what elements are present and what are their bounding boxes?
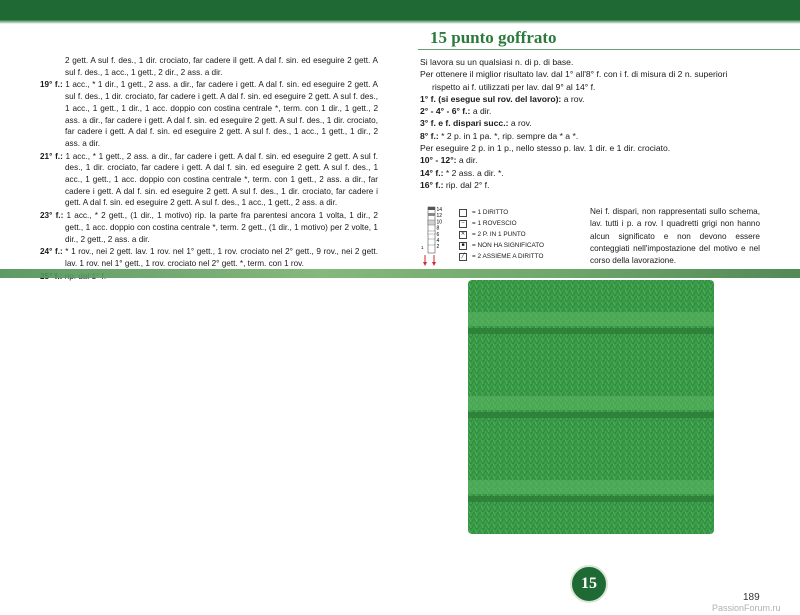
legend-label: = 2 ASSIEME A DIRITTO	[472, 253, 544, 261]
instruction-label: 16° f.:	[420, 179, 444, 190]
chart-row-number: 4	[436, 238, 440, 244]
legend-label: = 1 ROVESCIO	[472, 220, 517, 228]
instruction-text: * 2 p. in 1 pa. *, rip. sempre da * a *.	[441, 130, 579, 141]
instruction-text: 2 gett. A sul f. des., 1 dir. crociato, far cadere il gett. A dal f. sin. ed eseguire 2 gett. A sul f. des., 1 acc., 1 gett., 2 dir., 2 ass. a dir.	[65, 56, 378, 77]
knitted-swatch-photo	[462, 278, 720, 536]
chart-row-number: 14	[436, 207, 443, 213]
page-badge: 15	[570, 565, 608, 603]
left-instructions	[40, 55, 378, 283]
section-title: 15 punto goffrato	[430, 28, 557, 47]
top-bar-shadow	[0, 20, 800, 24]
legend-symbol: ■	[459, 242, 467, 250]
chart-row-number: 12	[436, 213, 443, 220]
instruction-label: 8° f.:	[420, 130, 439, 141]
chart-grid	[428, 207, 435, 253]
chart-row-numbers	[437, 207, 443, 250]
instruction-text: a dir.	[458, 155, 478, 166]
instruction-label: 23° f.:	[40, 211, 64, 221]
instruction-label: 2° - 4° - 6° f.:	[420, 106, 471, 117]
instruction-row	[420, 56, 766, 68]
chart-row-number: 10	[436, 219, 443, 226]
instruction-label: 1° f. (si esegue sul rov. del lavoro):	[420, 93, 562, 104]
chart-row-number: 1	[421, 245, 424, 250]
instruction-label: 21° f.:	[40, 151, 63, 161]
legend-item	[459, 218, 544, 229]
top-green-bar	[0, 0, 800, 20]
instruction-text: a dir.	[472, 106, 492, 117]
knitting-chart	[420, 205, 446, 267]
chart-row-number: 8	[436, 225, 440, 232]
instruction-text: Per ottenere il miglior risultato lav. dal 1° all'8° f. con i f. di misura di 2 n. superiori	[420, 69, 728, 80]
instruction-text: a rov.	[510, 118, 532, 129]
legend-label: = 2 P. IN 1 PUNTO	[472, 231, 526, 239]
instruction-text: Per eseguire 2 p. in 1 p., nello stesso p. lav. 1 dir. e 1 dir. crociato.	[420, 143, 671, 154]
watermark: PassionForum.ru	[712, 603, 781, 613]
instruction-row	[420, 93, 766, 105]
instruction-text: 1 acc., * 2 gett., (1 dir., 1 motivo) rip. la parte fra parentesi ancora 1 volta, 1 dir., 2 gett., 1 acc. doppio con costina centrale *, term. 2 gett., (1 dir., 1 motivo) per 2 volte, 1 dir., 2 gett., 2 ass. a dir.	[65, 211, 378, 244]
chart-note: Nei f. dispari, non rappresentati sullo schema, lav. tutti i p. a rov. I quadretti grigi non hanno alcun significato e non devono essere conteggiati nell'impostazione del motivo e nel corso della lavorazione.	[590, 207, 760, 266]
chart-markers	[423, 255, 436, 266]
instruction-label: 19° f.:	[40, 80, 63, 90]
chart-row-number: 2	[436, 244, 440, 251]
legend-symbol: ╱	[459, 253, 467, 261]
legend-item	[459, 207, 544, 218]
instruction-row	[420, 154, 766, 166]
legend-label: = 1 DIRITTO	[472, 209, 509, 216]
page-number: 189	[743, 592, 760, 603]
instruction-text: rip. dal 2° f.	[445, 179, 490, 190]
instruction-row	[420, 68, 766, 80]
instruction-text: 1 acc., * 1 gett., 2 ass. a dir., far cadere i gett. A dal f. sin. ed eseguire 2 gett. A sul f. des., 1 dir. crociato, far cadere i gett. A dal f. sin. ed eseguire 2 gett. A sul f. des., 1 acc., 1 gett., 1 acc. doppio con costina centrale *, term. con 1 gett., 2 ass. a dir., far cadere i gett. A dal f. sin. ed eseguire 2 gett. A sul f. des., 1 dir. crociato, far cadere i gett. A dal f. sin. ed eseguire 2 gett. A sul f. des., 1 acc., 1 gett., 2 ass. a dir.	[65, 151, 378, 208]
instruction-label: 24° f.:	[40, 247, 63, 257]
instruction-row	[420, 81, 766, 93]
instruction-text: 1 acc., * 1 dir., 1 gett., 2 ass. a dir., far cadere i gett. A dal f. sin. ed eseguire 2 gett. A sul f. des., 1 dir. crociato, far cadere i gett. A dal f. sin. ed eseguire 2 gett. A sul f. des., 1 acc., 1 gett., 1 dir., 1 acc. doppio con costina centrale *, term. con 1 dir., 1 gett., 2 ass. a dir., far cadere i gett. A dal f. sin. ed eseguire 2 gett. A sul f. des., 1 dir. crociato, far cadere i gett. A dal f. sin. ed eseguire 2 gett. A sul f. des., 1 acc., 1 gett., 1 dir., 2 ass. a dir.	[65, 80, 378, 148]
instruction-row	[40, 151, 378, 210]
instruction-text: Si lavora su un qualsiasi n. di p. di base.	[420, 57, 574, 67]
instruction-row	[420, 105, 766, 117]
instruction-row	[420, 167, 766, 179]
instruction-row	[40, 79, 378, 149]
instruction-text: a rov.	[563, 93, 585, 104]
legend-symbol	[459, 209, 467, 217]
instruction-label: 3° f. e f. dispari succ.:	[420, 118, 509, 129]
instruction-row	[420, 130, 766, 142]
instruction-row	[420, 142, 766, 154]
legend-symbol: ✕	[460, 231, 466, 238]
legend-item	[459, 229, 544, 240]
legend-symbol: –	[459, 220, 467, 228]
instruction-row	[420, 179, 766, 191]
instruction-label: 14° f.:	[420, 167, 444, 178]
right-instructions	[420, 56, 766, 191]
instruction-row	[40, 210, 378, 245]
legend-label: = NON HA SIGNIFICATO	[472, 242, 545, 250]
instruction-label: 10° - 12°:	[420, 155, 457, 166]
instruction-row	[420, 117, 766, 129]
instruction-text: * 1 rov., nei 2 gett. lav. 1 rov. nel 1° gett., 1 rov. crociato nel 2° gett., 9 rov., nei 2 gett. lav. 1 rov. nel 1° gett., 1 rov. crociato nel 2° gett. *, term. con 1 rov.	[65, 247, 378, 268]
instruction-row	[40, 246, 378, 269]
instruction-text: rispetto ai f. utilizzati per lav. dal 9° al 14° f.	[432, 81, 596, 92]
instruction-row	[40, 55, 378, 78]
title-rule	[418, 49, 800, 50]
chart-legend	[459, 207, 544, 262]
grass-strip	[0, 269, 800, 278]
legend-item	[459, 251, 544, 262]
instruction-text: * 2 ass. a dir. *.	[445, 167, 504, 178]
legend-item	[459, 240, 544, 251]
chart-row-number: 6	[436, 231, 440, 238]
